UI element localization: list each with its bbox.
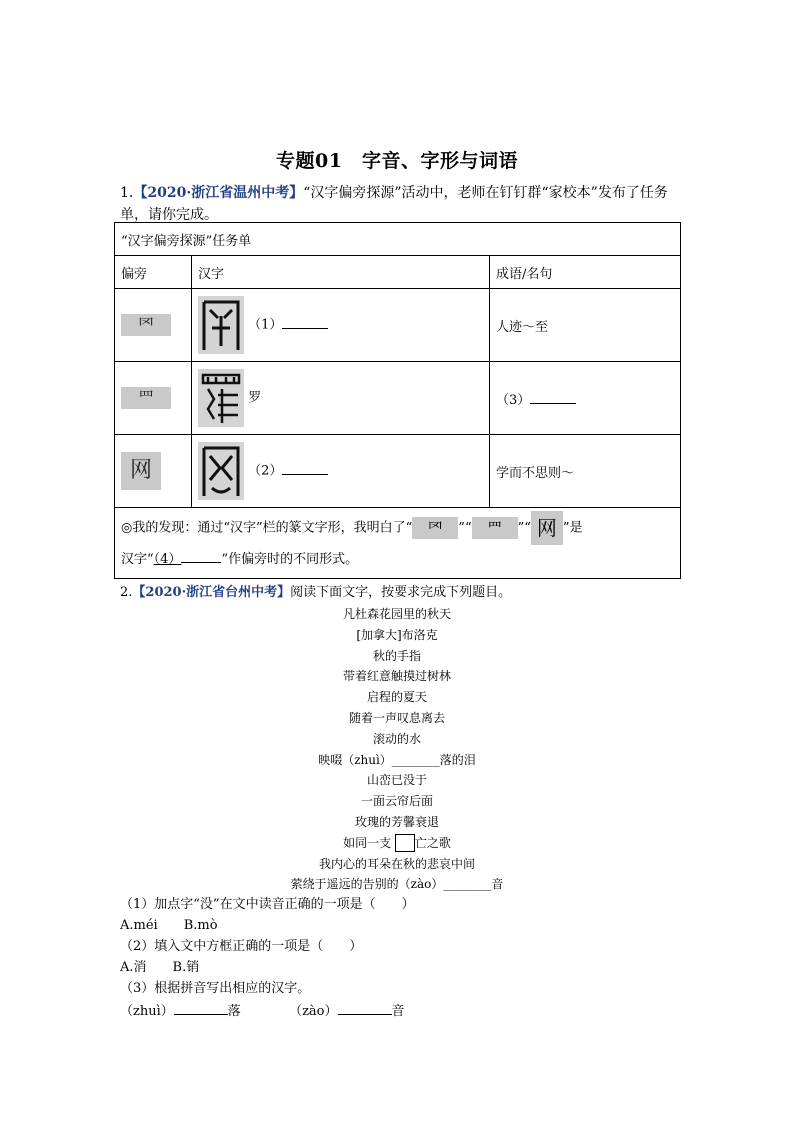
question-text: “汉字偏旁探源”活动中，老师在钉钉群“家校本”发布了任务单，请你完成。 [120, 185, 668, 223]
source-tag: 【2020·浙江省台州中考】 [132, 585, 291, 600]
question-1-stem [120, 182, 680, 226]
poem-line: 一面云帘后面 [360, 794, 433, 809]
task-table [114, 222, 681, 579]
poem-line: 映啜（zhuì）________落的泪 [318, 752, 476, 767]
subquestion-1: （1）加点字“没”在文中读音正确的一项是（ ） [120, 897, 415, 912]
answer-blank[interactable] [282, 460, 328, 475]
header-radical: 偏旁 [115, 256, 192, 289]
poem-line: [加拿大]布洛克 [356, 627, 438, 642]
answer-blank[interactable]: （4） [153, 552, 182, 567]
question-2-stem [120, 583, 511, 603]
poem-line: 启程的夏天 [366, 690, 427, 705]
page-title: 专题01 字音、字形与词语 [276, 150, 518, 172]
character-text: 罗 [248, 390, 262, 406]
subquestion-2: （2）填入文中方框正确的一项是（ ） [120, 939, 363, 954]
answer-blank[interactable] [174, 1000, 228, 1015]
poem-line: 随着一声叹息离去 [348, 710, 445, 725]
finding-text: ◎我的发现：通过“汉字”栏的篆文字形，我明白了“ 罓 ”“ 罒 ”“ 网 ”是 汉字“（4） ”作偏旁时的不同形式。 [115, 508, 681, 579]
blank-label: （3） [496, 392, 531, 408]
answer-blank[interactable] [338, 1000, 392, 1015]
question-number: 1. [120, 185, 134, 201]
answer-blank[interactable] [530, 389, 576, 404]
answer-blank[interactable] [282, 314, 328, 329]
poem-line: 带着红意触摸过树林 [342, 669, 451, 684]
blank-label: （2） [248, 463, 283, 479]
idiom-text: 人迹～至 [490, 289, 681, 362]
answer-blank-line[interactable] [181, 548, 221, 563]
subquestion-3-answers: （zhuì） 落 （zào） 音 [120, 1000, 405, 1022]
poem-line: 玫瑰的芳馨衰退 [354, 814, 439, 829]
table-caption: “汉字偏旁探源”任务单 [115, 223, 681, 256]
poem-line: 秋的手指 [372, 648, 421, 663]
radical-image: 罓 [121, 314, 171, 336]
subquestion-1-options: A.méi B.mò [120, 918, 218, 933]
idiom-text: 学而不思则～ [490, 435, 681, 508]
radical-image: 罒 [472, 517, 518, 539]
header-idiom: 成语/名句 [490, 256, 681, 289]
seal-script-image [198, 442, 244, 500]
poem-line: 萦绕于遥远的告别的（zào）________音 [290, 877, 504, 892]
poem-line: 滚动的水 [372, 731, 421, 746]
table-row [115, 362, 681, 435]
poem [0, 604, 794, 895]
seal-script-image [198, 369, 244, 427]
table-row [115, 435, 681, 508]
radical-image: 网 [121, 452, 161, 490]
blank-label: （1） [248, 317, 283, 333]
table-row [115, 289, 681, 362]
subquestion-2-options: A.消 B.销 [120, 960, 200, 975]
source-tag: 【2020·浙江省温州中考】 [133, 185, 304, 201]
subquestion-3: （3）根据拼音写出相应的汉字。 [120, 981, 311, 996]
radical-image: 罒 [121, 387, 171, 409]
poem-line: 如同一支 亡之歌 [0, 833, 794, 854]
poem-line: 我内心的耳朵在秋的悲哀中间 [318, 856, 475, 871]
header-character: 汉字 [192, 256, 490, 289]
radical-image: 网 [531, 511, 563, 545]
radical-image: 罓 [412, 517, 458, 539]
question-number: 2. [120, 585, 133, 600]
seal-script-image [198, 296, 244, 354]
poem-line: 山峦已没于 [366, 773, 427, 788]
question-text: 阅读下面文字，按要求完成下列题目。 [290, 585, 512, 600]
poem-line: 凡杜森花园里的秋天 [342, 607, 451, 621]
fill-in-box[interactable] [395, 834, 415, 852]
